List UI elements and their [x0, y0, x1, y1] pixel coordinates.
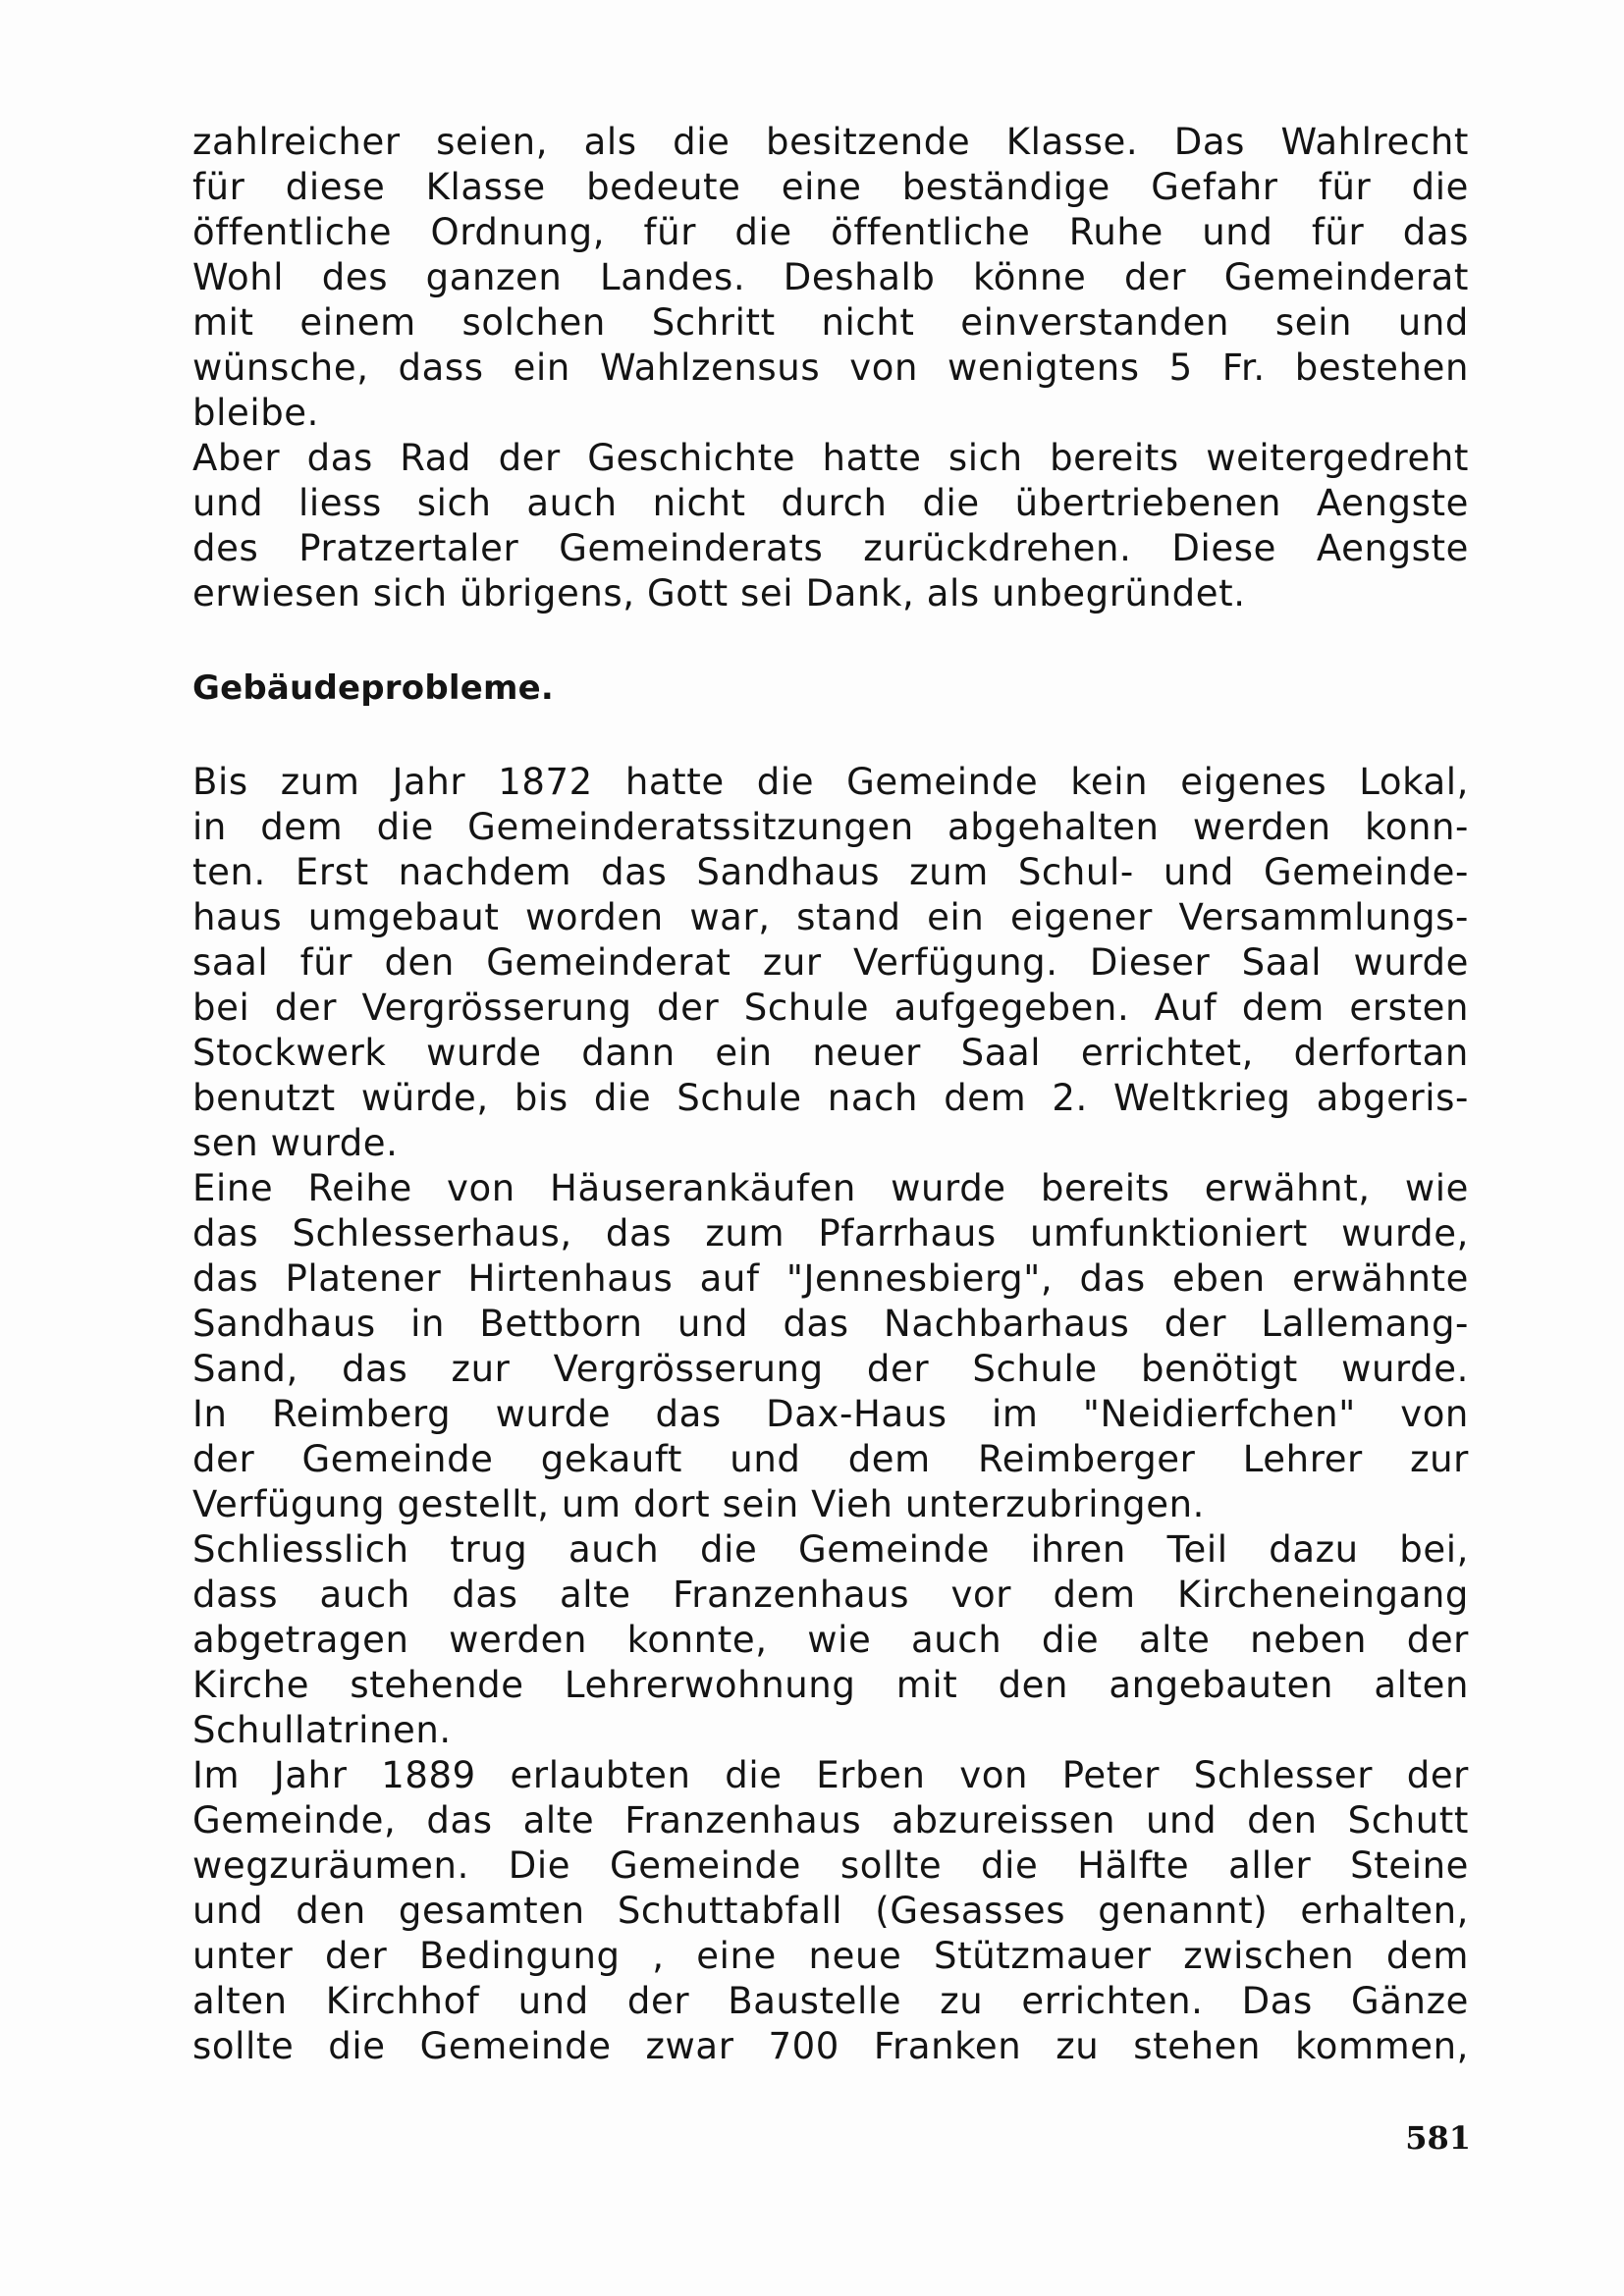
- text-line: Wohl des ganzen Landes. Deshalb könne der Gemeinderat: [192, 256, 1469, 298]
- paragraph-erben: [192, 1753, 1469, 2069]
- text-line: und liess sich auch nicht durch die übertriebenen Aengste: [192, 482, 1469, 524]
- text-line: Eine Reihe von Häuserankäufen wurde bereits erwähnt, wie: [192, 1167, 1469, 1209]
- text-line: für diese Klasse bedeute eine beständige Gefahr für die: [192, 166, 1469, 208]
- text-line: ten. Erst nachdem das Sandhaus zum Schul- und Gemeinde-: [192, 851, 1469, 893]
- text-line: Im Jahr 1889 erlaubten die Erben von Peter Schlesser der: [192, 1754, 1469, 1796]
- text-line: erwiesen sich übrigens, Gott sei Dank, als unbegründet.: [192, 572, 1246, 614]
- text-line: dass auch das alte Franzenhaus vor dem Kircheneingang: [192, 1574, 1469, 1616]
- paragraph-haeuserankaeufe: [192, 1166, 1469, 1527]
- paragraph-franzenhaus: [192, 1527, 1469, 1753]
- text-line: des Pratzertaler Gemeinderats zurückdrehen. Diese Aengste: [192, 527, 1469, 569]
- text-line: In Reimberg wurde das Dax-Haus im "Neidierfchen" von: [192, 1393, 1469, 1435]
- paragraph-wahlrecht: [192, 120, 1469, 436]
- text-line: alten Kirchhof und der Baustelle zu errichten. Das Gänze: [192, 1980, 1469, 2022]
- text-line: und den gesamten Schuttabfall (Gesasses genannt) erhalten,: [192, 1890, 1469, 1932]
- text-line: Gemeinde, das alte Franzenhaus abzureissen und den Schutt: [192, 1799, 1469, 1842]
- text-line: Schliesslich trug auch die Gemeinde ihren Teil dazu bei,: [192, 1528, 1469, 1571]
- text-line: bei der Vergrösserung der Schule aufgegeben. Auf dem ersten: [192, 987, 1469, 1029]
- text-line: benutzt würde, bis die Schule nach dem 2. Weltkrieg abgeris-: [192, 1077, 1469, 1119]
- page-number: 581: [1405, 2119, 1471, 2157]
- text-line: unter der Bedingung , eine neue Stützmauer zwischen dem: [192, 1935, 1469, 1977]
- text-line: sen wurde.: [192, 1122, 399, 1164]
- body-text: [192, 120, 1469, 2069]
- text-line: Aber das Rad der Geschichte hatte sich bereits weitergedreht: [192, 437, 1469, 479]
- paragraph-lokal: [192, 760, 1469, 1166]
- text-line: sollte die Gemeinde zwar 700 Franken zu stehen kommen,: [192, 2025, 1469, 2067]
- text-line: mit einem solchen Schritt nicht einverstanden sein und: [192, 301, 1469, 344]
- text-line: Bis zum Jahr 1872 hatte die Gemeinde kein eigenes Lokal,: [192, 761, 1469, 803]
- text-line: Sandhaus in Bettborn und das Nachbarhaus der Lallemang-: [192, 1303, 1469, 1345]
- text-line: wegzuräumen. Die Gemeinde sollte die Hälfte aller Steine: [192, 1844, 1469, 1887]
- text-line: in dem die Gemeinderatssitzungen abgehalten werden konn-: [192, 806, 1469, 848]
- text-line: das Schlesserhaus, das zum Pfarrhaus umfunktioniert wurde,: [192, 1212, 1469, 1255]
- text-line: haus umgebaut worden war, stand ein eigener Versammlungs-: [192, 896, 1469, 938]
- paragraph-geschichte: [192, 436, 1469, 616]
- section-heading: Gebäudeprobleme.: [192, 668, 554, 708]
- text-line: das Platener Hirtenhaus auf "Jennesbierg", das eben erwähnte: [192, 1257, 1469, 1300]
- text-line: Schullatrinen.: [192, 1709, 452, 1751]
- text-line: öffentliche Ordnung, für die öffentliche Ruhe und für das: [192, 211, 1469, 253]
- text-line: abgetragen werden konnte, wie auch die alte neben der: [192, 1619, 1469, 1661]
- text-line: wünsche, dass ein Wahlzensus von wenigtens 5 Fr. bestehen: [192, 347, 1469, 389]
- text-line: zahlreicher seien, als die besitzende Klasse. Das Wahlrecht: [192, 121, 1469, 163]
- text-line: Verfügung gestellt, um dort sein Vieh unterzubringen.: [192, 1483, 1205, 1525]
- text-line: Sand, das zur Vergrösserung der Schule benötigt wurde.: [192, 1348, 1469, 1390]
- text-line: bleibe.: [192, 392, 320, 434]
- text-line: saal für den Gemeinderat zur Verfügung. Dieser Saal wurde: [192, 941, 1469, 984]
- text-line: Stockwerk wurde dann ein neuer Saal errichtet, derfortan: [192, 1032, 1469, 1074]
- text-line: Kirche stehende Lehrerwohnung mit den angebauten alten: [192, 1664, 1469, 1706]
- text-line: der Gemeinde gekauft und dem Reimberger Lehrer zur: [192, 1438, 1469, 1480]
